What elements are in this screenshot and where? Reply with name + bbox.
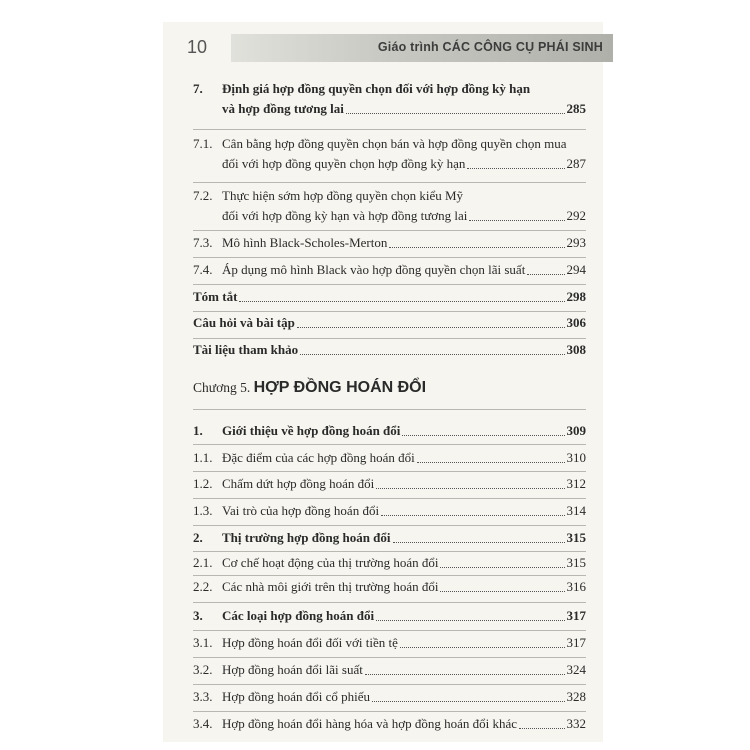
entry-number: 3.3. bbox=[193, 689, 213, 704]
separator bbox=[193, 498, 586, 499]
entry-number: 3.1. bbox=[193, 635, 213, 650]
entry-number: 7.2. bbox=[193, 188, 213, 203]
separator bbox=[193, 129, 586, 130]
leader-dots bbox=[527, 274, 564, 275]
separator bbox=[193, 711, 586, 712]
separator bbox=[193, 409, 586, 410]
leader-dots bbox=[400, 647, 565, 648]
entry-title: Vai trò của hợp đồng hoán đổi bbox=[222, 503, 380, 518]
entry-page: 315 bbox=[566, 530, 586, 545]
header-band bbox=[231, 34, 613, 62]
entry-title: Các loại hợp đồng hoán đổi bbox=[222, 608, 375, 623]
entry-number: 2.1. bbox=[193, 555, 213, 570]
entry-title: Giới thiệu về hợp đồng hoán đổi bbox=[222, 423, 401, 438]
entry-number: 3.2. bbox=[193, 662, 213, 677]
toc-entry-7-1 bbox=[193, 134, 586, 174]
entry-page: 285 bbox=[566, 101, 586, 116]
toc-entry-7-2 bbox=[193, 186, 586, 226]
separator bbox=[193, 575, 586, 576]
entry-title: Tài liệu tham khảo bbox=[193, 342, 299, 357]
entry-title: Thực hiện sớm hợp đồng quyền chọn kiểu Mỹ bbox=[222, 188, 464, 203]
separator bbox=[193, 657, 586, 658]
entry-page: 294 bbox=[566, 262, 586, 277]
chapter-title: HỢP ĐỒNG HOÁN ĐỔI bbox=[253, 379, 427, 396]
entry-title-cont: và hợp đồng tương lai bbox=[222, 101, 344, 116]
entry-number: 1.3. bbox=[193, 503, 213, 518]
chapter-heading bbox=[193, 379, 586, 397]
leader-dots bbox=[381, 515, 564, 516]
separator bbox=[193, 602, 586, 603]
chapter-prefix: Chương 5. bbox=[193, 380, 251, 395]
leader-dots bbox=[346, 113, 565, 114]
separator bbox=[193, 684, 586, 685]
entry-page: 287 bbox=[566, 156, 586, 171]
entry-page: 315 bbox=[566, 555, 586, 570]
book-page bbox=[163, 22, 603, 742]
separator bbox=[193, 311, 586, 312]
separator bbox=[193, 444, 586, 445]
separator bbox=[193, 284, 586, 285]
entry-title: Hợp đồng hoán đổi cổ phiếu bbox=[222, 689, 371, 704]
entry-page: 332 bbox=[566, 716, 586, 731]
entry-page: 293 bbox=[566, 235, 586, 250]
entry-title: Cơ chế hoạt động của thị trường hoán đổi bbox=[222, 555, 439, 570]
entry-number: 1.1. bbox=[193, 450, 213, 465]
separator bbox=[193, 230, 586, 231]
page-header bbox=[173, 34, 603, 62]
entry-number: 7.4. bbox=[193, 262, 213, 277]
separator bbox=[193, 630, 586, 631]
entry-title: Áp dụng mô hình Black vào hợp đồng quyền chọn lãi suất bbox=[222, 262, 526, 277]
entry-page: 312 bbox=[566, 476, 586, 491]
toc-entry-references bbox=[193, 340, 586, 360]
toc-entry-2-1 bbox=[193, 553, 586, 573]
separator bbox=[193, 525, 586, 526]
separator bbox=[193, 471, 586, 472]
entry-title: Cân bằng hợp đồng quyền chọn bán và hợp đồng quyền chọn mua bbox=[222, 136, 567, 151]
entry-title: Chấm dứt hợp đồng hoán đổi bbox=[222, 476, 375, 491]
entry-title: Thị trường hợp đồng hoán đổi bbox=[222, 530, 391, 545]
leader-dots bbox=[467, 168, 564, 169]
page-number: 10 bbox=[187, 37, 208, 57]
toc-entry-1-3 bbox=[193, 501, 586, 521]
entry-number: 3.4. bbox=[193, 716, 213, 731]
separator bbox=[193, 551, 586, 552]
entry-page: 310 bbox=[566, 450, 586, 465]
leader-dots bbox=[376, 620, 564, 621]
entry-title-cont: đối với hợp đồng kỳ hạn và hợp đồng tương lai bbox=[222, 208, 468, 223]
toc-entry-3-3 bbox=[193, 687, 586, 707]
toc-entry-3 bbox=[193, 606, 586, 626]
leader-dots bbox=[393, 542, 565, 543]
entry-page: 292 bbox=[566, 208, 586, 223]
toc-entry-2-2 bbox=[193, 577, 586, 597]
leader-dots bbox=[365, 674, 565, 675]
toc-entry-3-1 bbox=[193, 633, 586, 653]
entry-number: 7. bbox=[193, 81, 203, 96]
entry-number: 1.2. bbox=[193, 476, 213, 491]
entry-title: Tóm tắt bbox=[193, 289, 238, 304]
entry-title: Hợp đồng hoán đổi đối với tiền tệ bbox=[222, 635, 398, 650]
entry-number: 7.3. bbox=[193, 235, 213, 250]
leader-dots bbox=[389, 247, 564, 248]
entry-title: Hợp đồng hoán đổi hàng hóa và hợp đồng hoán đổi khác bbox=[222, 716, 518, 731]
entry-page: 308 bbox=[566, 342, 586, 357]
toc-entry-7 bbox=[193, 79, 586, 119]
toc-entry-7-4 bbox=[193, 260, 586, 280]
leader-dots bbox=[440, 567, 564, 568]
toc-entry-3-4 bbox=[193, 714, 586, 734]
entry-number: 1. bbox=[193, 423, 203, 438]
separator bbox=[193, 257, 586, 258]
entry-page: 317 bbox=[566, 635, 586, 650]
toc-entry-2 bbox=[193, 528, 586, 548]
entry-title: Hợp đồng hoán đổi lãi suất bbox=[222, 662, 363, 677]
entry-title: Câu hỏi và bài tập bbox=[193, 315, 295, 330]
leader-dots bbox=[297, 327, 565, 328]
entry-title-cont: đối với hợp đồng quyền chọn hợp đồng kỳ hạn bbox=[222, 156, 466, 171]
separator bbox=[193, 182, 586, 183]
leader-dots bbox=[300, 354, 564, 355]
entry-title: Mô hình Black-Scholes-Merton bbox=[222, 235, 388, 250]
entry-page: 328 bbox=[566, 689, 586, 704]
entry-number: 3. bbox=[193, 608, 203, 623]
entry-number: 2.2. bbox=[193, 579, 213, 594]
entry-page: 298 bbox=[566, 289, 586, 304]
entry-title: Đặc điểm của các hợp đồng hoán đổi bbox=[222, 450, 415, 465]
entry-number: 2. bbox=[193, 530, 203, 545]
toc-entry-questions bbox=[193, 313, 586, 333]
leader-dots bbox=[239, 301, 564, 302]
toc-entry-1-2 bbox=[193, 474, 586, 494]
entry-page: 309 bbox=[566, 423, 586, 438]
toc-entry-7-3 bbox=[193, 233, 586, 253]
entry-page: 317 bbox=[566, 608, 586, 623]
leader-dots bbox=[519, 728, 564, 729]
leader-dots bbox=[376, 488, 564, 489]
toc-entry-summary bbox=[193, 287, 586, 307]
toc-entry-3-2 bbox=[193, 660, 586, 680]
leader-dots bbox=[440, 591, 564, 592]
leader-dots bbox=[402, 435, 564, 436]
leader-dots bbox=[417, 462, 565, 463]
toc-entry-1 bbox=[193, 421, 586, 441]
entry-page: 324 bbox=[566, 662, 586, 677]
entry-page: 314 bbox=[566, 503, 586, 518]
leader-dots bbox=[372, 701, 564, 702]
leader-dots bbox=[469, 220, 564, 221]
book-title: Giáo trình CÁC CÔNG CỤ PHÁI SINH bbox=[377, 40, 603, 54]
entry-title: Định giá hợp đồng quyền chọn đối với hợp đồng kỳ hạn bbox=[222, 81, 531, 96]
toc-entry-1-1 bbox=[193, 448, 586, 468]
entry-page: 316 bbox=[566, 579, 586, 594]
entry-title: Các nhà môi giới trên thị trường hoán đổi bbox=[222, 579, 439, 594]
entry-page: 306 bbox=[566, 315, 586, 330]
separator bbox=[193, 338, 586, 339]
entry-number: 7.1. bbox=[193, 136, 213, 151]
